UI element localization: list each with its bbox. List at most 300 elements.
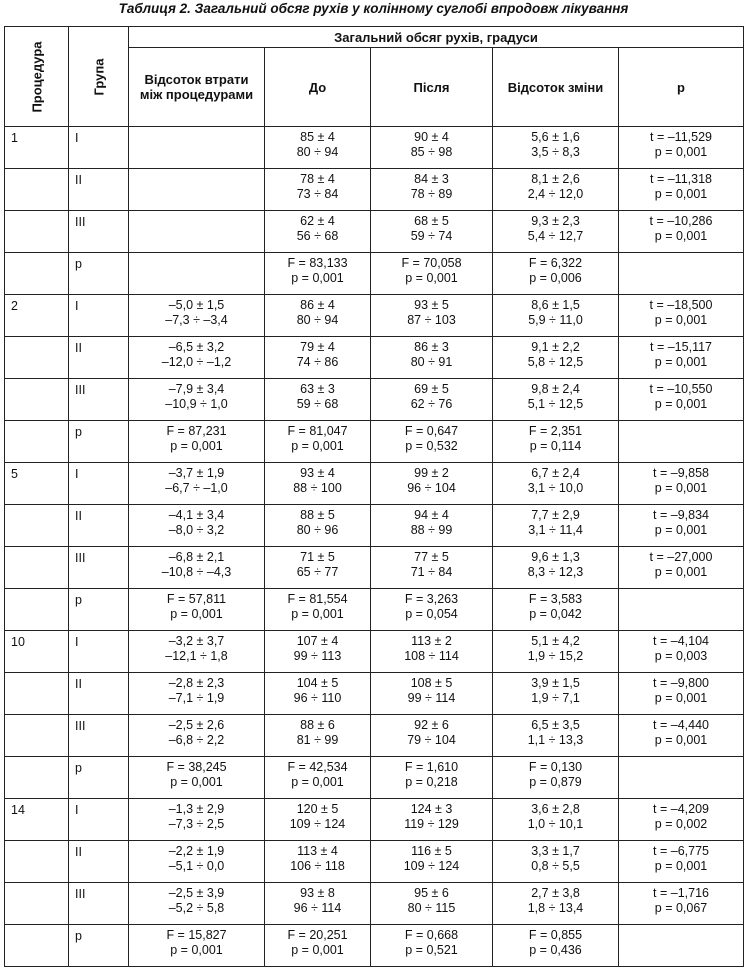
change-cell xyxy=(493,883,619,925)
p-cell xyxy=(619,757,744,799)
change-value-line: 9,8 ± 2,4 xyxy=(531,382,580,396)
loss-value-line: p = 0,001 xyxy=(170,775,223,789)
group-header-label: Група xyxy=(91,58,106,95)
after-value-line: 85 ÷ 98 xyxy=(410,145,453,159)
before-value-line: F = 20,251 xyxy=(287,928,348,942)
change-value-line: 1,8 ÷ 13,4 xyxy=(527,901,584,915)
table-row xyxy=(5,211,744,253)
p-value-line: t = –11,318 xyxy=(650,172,712,186)
change-value-line: 5,4 ÷ 12,7 xyxy=(527,229,584,243)
change-value-line: 0,8 ÷ 5,5 xyxy=(531,859,580,873)
after-cell xyxy=(371,589,493,631)
before-value-line: p = 0,001 xyxy=(291,439,344,453)
table-row xyxy=(5,799,744,841)
loss-value-line: –5,0 ± 1,5 xyxy=(168,298,225,312)
before-cell xyxy=(265,547,371,589)
p-cell xyxy=(619,421,744,463)
change-value-line: 3,5 ÷ 8,3 xyxy=(531,145,580,159)
change-value-line: F = 0,130 xyxy=(528,760,583,774)
before-cell xyxy=(265,631,371,673)
before-cell xyxy=(265,757,371,799)
group-cell: p xyxy=(69,757,129,799)
after-value-line: F = 70,058 xyxy=(401,256,462,270)
loss-cell xyxy=(129,379,265,421)
p-value-line: p = 0,001 xyxy=(654,229,708,243)
after-value-line: 108 ÷ 114 xyxy=(404,649,459,663)
p-value-line: t = –4,440 xyxy=(653,718,709,732)
procedure-header xyxy=(5,27,69,127)
after-value-line: 71 ÷ 84 xyxy=(410,565,453,579)
before-cell xyxy=(265,169,371,211)
before-value-line: 113 ± 4 xyxy=(297,844,338,858)
loss-cell xyxy=(129,799,265,841)
after-cell xyxy=(371,631,493,673)
after-value-line: 113 ± 2 xyxy=(411,634,452,648)
after-header: Після xyxy=(371,48,493,127)
group-cell: p xyxy=(69,253,129,295)
p-cell xyxy=(619,547,744,589)
after-cell xyxy=(371,127,493,169)
after-cell xyxy=(371,253,493,295)
procedure-cell: 14 xyxy=(5,799,69,841)
change-cell xyxy=(493,337,619,379)
p-cell xyxy=(619,841,744,883)
loss-cell xyxy=(129,547,265,589)
loss-value-line: F = 87,231 xyxy=(166,424,227,438)
loss-cell xyxy=(129,589,265,631)
p-cell xyxy=(619,715,744,757)
change-cell xyxy=(493,715,619,757)
before-cell xyxy=(265,421,371,463)
procedure-cell xyxy=(5,547,69,589)
after-value-line: 59 ÷ 74 xyxy=(410,229,453,243)
after-cell xyxy=(371,379,493,421)
before-value-line: 93 ± 8 xyxy=(300,886,335,900)
change-value-line: 5,9 ÷ 11,0 xyxy=(528,313,583,327)
after-value-line: 77 ± 5 xyxy=(414,550,449,564)
before-value-line: 65 ÷ 77 xyxy=(296,565,339,579)
change-cell xyxy=(493,253,619,295)
before-value-line: p = 0,001 xyxy=(291,271,344,285)
after-cell xyxy=(371,925,493,967)
loss-cell xyxy=(129,295,265,337)
after-value-line: 87 ÷ 103 xyxy=(407,313,456,327)
loss-value-line: F = 38,245 xyxy=(166,760,227,774)
loss-cell xyxy=(129,211,265,253)
before-value-line: F = 83,133 xyxy=(287,256,348,270)
procedure-cell xyxy=(5,589,69,631)
p-cell xyxy=(619,589,744,631)
before-cell xyxy=(265,127,371,169)
change-cell xyxy=(493,211,619,253)
before-cell xyxy=(265,253,371,295)
p-value-line: p = 0,067 xyxy=(654,901,708,915)
procedure-cell xyxy=(5,841,69,883)
table-row xyxy=(5,295,744,337)
after-cell xyxy=(371,883,493,925)
change-cell xyxy=(493,841,619,883)
change-value-line: 5,1 ± 4,2 xyxy=(531,634,580,648)
before-value-line: 107 ± 4 xyxy=(296,634,339,648)
change-cell xyxy=(493,295,619,337)
before-value-line: 80 ÷ 94 xyxy=(296,145,339,159)
before-value-line: 73 ÷ 84 xyxy=(296,187,339,201)
p-value-line: t = –1,716 xyxy=(653,886,709,900)
after-cell xyxy=(371,295,493,337)
before-value-line: F = 81,554 xyxy=(287,592,348,606)
group-cell: I xyxy=(69,463,129,505)
p-cell xyxy=(619,505,744,547)
p-value-line: p = 0,001 xyxy=(654,145,708,159)
procedure-cell xyxy=(5,883,69,925)
change-value-line: 9,1 ± 2,2 xyxy=(531,340,580,354)
before-value-line: 120 ± 5 xyxy=(296,802,339,816)
loss-value-line: –12,1 ÷ 1,8 xyxy=(165,649,228,663)
p-value-line: t = –4,104 xyxy=(653,634,709,648)
before-value-line: 80 ÷ 94 xyxy=(296,313,339,327)
group-cell: I xyxy=(69,631,129,673)
after-value-line: 124 ± 3 xyxy=(410,802,453,816)
loss-value-line: F = 15,827 xyxy=(166,928,227,942)
change-value-line: p = 0,436 xyxy=(529,943,582,957)
after-value-line: p = 0,054 xyxy=(405,607,458,621)
loss-value-line: F = 57,811 xyxy=(166,592,227,606)
after-value-line: 68 ± 5 xyxy=(414,214,449,228)
p-value-line: p = 0,001 xyxy=(654,565,708,579)
group-cell: II xyxy=(69,673,129,715)
change-cell xyxy=(493,169,619,211)
procedure-cell xyxy=(5,337,69,379)
loss-cell xyxy=(129,127,265,169)
before-value-line: 88 ± 6 xyxy=(300,718,335,732)
after-value-line: 62 ÷ 76 xyxy=(410,397,453,411)
change-cell xyxy=(493,673,619,715)
p-value-line: t = –9,800 xyxy=(653,676,709,690)
before-value-line: 96 ÷ 114 xyxy=(293,901,342,915)
change-value-line: 2,4 ÷ 12,0 xyxy=(527,187,584,201)
group-cell: II xyxy=(69,169,129,211)
loss-value-line: –1,3 ± 2,9 xyxy=(168,802,225,816)
after-value-line: 80 ÷ 91 xyxy=(410,355,453,369)
after-value-line: 80 ÷ 115 xyxy=(407,901,456,915)
loss-cell xyxy=(129,631,265,673)
change-value-line: 3,1 ÷ 10,0 xyxy=(527,481,584,495)
group-header xyxy=(69,27,129,127)
loss-cell xyxy=(129,673,265,715)
after-value-line: F = 0,668 xyxy=(404,928,459,942)
before-value-line: 74 ÷ 86 xyxy=(296,355,339,369)
p-value-line: t = –6,775 xyxy=(653,844,709,858)
p-cell xyxy=(619,631,744,673)
after-cell xyxy=(371,757,493,799)
after-value-line: 99 ± 2 xyxy=(414,466,449,480)
loss-value-line: –2,5 ± 2,6 xyxy=(168,718,225,732)
before-value-line: p = 0,001 xyxy=(291,607,344,621)
p-value-line: t = –27,000 xyxy=(649,550,713,564)
change-cell xyxy=(493,463,619,505)
after-value-line: p = 0,532 xyxy=(405,439,458,453)
before-cell xyxy=(265,505,371,547)
before-cell xyxy=(265,799,371,841)
procedure-cell xyxy=(5,715,69,757)
group-cell: III xyxy=(69,379,129,421)
p-value-line: p = 0,001 xyxy=(654,187,708,201)
p-cell xyxy=(619,253,744,295)
loss-value-line: –2,2 ± 1,9 xyxy=(168,844,225,858)
change-value-line: 1,0 ÷ 10,1 xyxy=(527,817,584,831)
p-cell xyxy=(619,799,744,841)
loss-value-line: –5,2 ÷ 5,8 xyxy=(168,901,225,915)
after-cell xyxy=(371,799,493,841)
motion-range-table xyxy=(4,26,744,967)
loss-value-line: –2,8 ± 2,3 xyxy=(168,676,225,690)
before-cell xyxy=(265,337,371,379)
before-value-line: 80 ÷ 96 xyxy=(296,523,339,537)
p-cell xyxy=(619,295,744,337)
p-cell xyxy=(619,337,744,379)
loss-value-line: –10,9 ÷ 1,0 xyxy=(165,397,228,411)
before-value-line: 99 ÷ 113 xyxy=(293,649,342,663)
loss-value-line: –7,3 ÷ –3,4 xyxy=(165,313,228,327)
table-row xyxy=(5,631,744,673)
loss-cell xyxy=(129,841,265,883)
change-value-line: 5,8 ÷ 12,5 xyxy=(527,355,584,369)
procedure-cell: 5 xyxy=(5,463,69,505)
after-cell xyxy=(371,841,493,883)
loss-value-line: –5,1 ÷ 0,0 xyxy=(168,859,225,873)
loss-value-line: –12,0 ÷ –1,2 xyxy=(161,355,232,369)
p-cell xyxy=(619,169,744,211)
p-value-line: p = 0,001 xyxy=(654,691,708,705)
after-value-line: 108 ± 5 xyxy=(410,676,453,690)
p-value-line: t = –4,209 xyxy=(653,802,709,816)
p-cell xyxy=(619,211,744,253)
group-cell: I xyxy=(69,127,129,169)
table-row xyxy=(5,379,744,421)
p-value-line: t = –9,834 xyxy=(653,508,709,522)
table-row xyxy=(5,715,744,757)
change-value-line: p = 0,879 xyxy=(529,775,582,789)
before-value-line: 86 ± 4 xyxy=(300,298,335,312)
procedure-cell xyxy=(5,211,69,253)
change-value-line: 1,9 ÷ 15,2 xyxy=(527,649,584,663)
procedure-cell xyxy=(5,757,69,799)
change-value-line: 3,6 ± 2,8 xyxy=(531,802,580,816)
loss-value-line: –8,0 ÷ 3,2 xyxy=(168,523,225,537)
loss-value-line: –7,3 ÷ 2,5 xyxy=(168,817,225,831)
change-cell xyxy=(493,505,619,547)
loss-value-line: –6,8 ± 2,1 xyxy=(168,550,225,564)
procedure-cell: 2 xyxy=(5,295,69,337)
after-value-line: 116 ± 5 xyxy=(411,844,452,858)
loss-value-line: p = 0,001 xyxy=(170,607,223,621)
procedure-cell xyxy=(5,379,69,421)
after-value-line: 69 ± 5 xyxy=(414,382,449,396)
after-value-line: F = 3,263 xyxy=(404,592,459,606)
before-value-line: 59 ÷ 68 xyxy=(296,397,339,411)
p-value-line: t = –10,286 xyxy=(649,214,713,228)
after-cell xyxy=(371,547,493,589)
before-value-line: 106 ÷ 118 xyxy=(290,859,345,873)
p-value-line: t = –10,550 xyxy=(649,382,713,396)
procedure-cell: 1 xyxy=(5,127,69,169)
change-value-line: 8,1 ± 2,6 xyxy=(531,172,580,186)
table-row xyxy=(5,253,744,295)
after-value-line: 94 ± 4 xyxy=(414,508,449,522)
after-value-line: 84 ± 3 xyxy=(414,172,449,186)
loss-cell xyxy=(129,169,265,211)
table-row xyxy=(5,169,744,211)
table-row xyxy=(5,127,744,169)
group-cell: p xyxy=(69,925,129,967)
range-span-header: Загальний обсяг рухів, градуси xyxy=(129,27,744,48)
before-header: До xyxy=(265,48,371,127)
change-value-line: 9,6 ± 1,3 xyxy=(531,550,580,564)
change-value-line: 6,5 ± 3,5 xyxy=(531,718,580,732)
change-cell xyxy=(493,379,619,421)
after-cell xyxy=(371,463,493,505)
loss-value-line: –7,1 ÷ 1,9 xyxy=(168,691,225,705)
after-value-line: 88 ÷ 99 xyxy=(410,523,453,537)
loss-cell xyxy=(129,883,265,925)
change-value-line: F = 3,583 xyxy=(528,592,583,606)
before-cell xyxy=(265,841,371,883)
p-value-line: p = 0,001 xyxy=(654,859,708,873)
change-value-line: 2,7 ± 3,8 xyxy=(531,886,580,900)
before-cell xyxy=(265,463,371,505)
group-cell: p xyxy=(69,421,129,463)
table-row xyxy=(5,463,744,505)
before-value-line: 93 ± 4 xyxy=(300,466,335,480)
p-value-line: t = –18,500 xyxy=(649,298,713,312)
p-cell xyxy=(619,883,744,925)
change-cell xyxy=(493,799,619,841)
procedure-cell xyxy=(5,925,69,967)
procedure-cell xyxy=(5,421,69,463)
after-value-line: 90 ± 4 xyxy=(414,130,449,144)
table-row xyxy=(5,421,744,463)
loss-value-line: p = 0,001 xyxy=(170,439,223,453)
group-cell: III xyxy=(69,211,129,253)
before-cell xyxy=(265,211,371,253)
loss-value-line: p = 0,001 xyxy=(170,943,223,957)
loss-pct-header: Відсоток втрати між процедурами xyxy=(129,48,265,127)
before-value-line: 56 ÷ 68 xyxy=(296,229,339,243)
loss-cell xyxy=(129,337,265,379)
group-cell: II xyxy=(69,337,129,379)
p-value-line: p = 0,001 xyxy=(654,355,708,369)
procedure-cell xyxy=(5,673,69,715)
table-row xyxy=(5,925,744,967)
before-value-line: 109 ÷ 124 xyxy=(289,817,346,831)
before-cell xyxy=(265,295,371,337)
loss-value-line: –3,2 ± 3,7 xyxy=(168,634,225,648)
change-value-line: p = 0,042 xyxy=(529,607,582,621)
loss-cell xyxy=(129,253,265,295)
change-cell xyxy=(493,925,619,967)
change-value-line: F = 0,855 xyxy=(528,928,583,942)
change-cell xyxy=(493,631,619,673)
loss-cell xyxy=(129,757,265,799)
before-cell xyxy=(265,925,371,967)
before-cell xyxy=(265,589,371,631)
p-value-line: t = –15,117 xyxy=(650,340,712,354)
p-value-line: t = –11,529 xyxy=(650,130,712,144)
group-cell: I xyxy=(69,295,129,337)
change-cell xyxy=(493,589,619,631)
loss-value-line: –4,1 ± 3,4 xyxy=(168,508,225,522)
before-cell xyxy=(265,379,371,421)
after-value-line: 109 ÷ 124 xyxy=(403,859,460,873)
before-value-line: F = 81,047 xyxy=(287,424,348,438)
p-cell xyxy=(619,925,744,967)
p-value-line: t = –9,858 xyxy=(653,466,709,480)
after-value-line: 79 ÷ 104 xyxy=(407,733,456,747)
change-value-line: 6,7 ± 2,4 xyxy=(531,466,580,480)
p-cell xyxy=(619,463,744,505)
change-value-line: 3,9 ± 1,5 xyxy=(531,676,580,690)
change-value-line: 3,1 ÷ 11,4 xyxy=(528,523,583,537)
p-value-line: p = 0,003 xyxy=(654,649,708,663)
p-value-line: p = 0,001 xyxy=(654,313,708,327)
p-value-line: p = 0,002 xyxy=(654,817,708,831)
procedure-header-label: Процедура xyxy=(29,40,44,113)
before-value-line: 88 ÷ 100 xyxy=(293,481,342,495)
p-value-line: p = 0,001 xyxy=(654,397,708,411)
after-value-line: F = 0,647 xyxy=(404,424,459,438)
loss-value-line: –7,9 ± 3,4 xyxy=(168,382,225,396)
before-value-line: F = 42,534 xyxy=(287,760,348,774)
table-row xyxy=(5,757,744,799)
change-cell xyxy=(493,127,619,169)
loss-value-line: –6,5 ± 3,2 xyxy=(168,340,225,354)
procedure-cell xyxy=(5,505,69,547)
group-cell: III xyxy=(69,547,129,589)
after-value-line: p = 0,001 xyxy=(405,271,458,285)
table-row xyxy=(5,589,744,631)
change-pct-header: Відсоток зміни xyxy=(493,48,619,127)
before-cell xyxy=(265,715,371,757)
before-value-line: 85 ± 4 xyxy=(300,130,335,144)
table-row xyxy=(5,841,744,883)
loss-cell xyxy=(129,421,265,463)
before-value-line: p = 0,001 xyxy=(291,775,344,789)
table-caption: Таблиця 2. Загальний обсяг рухів у колінному суглобі впродовж лікування xyxy=(118,1,629,16)
table-row xyxy=(5,883,744,925)
change-value-line: 1,1 ÷ 13,3 xyxy=(527,733,584,747)
loss-cell xyxy=(129,715,265,757)
change-value-line: 5,6 ± 1,6 xyxy=(531,130,580,144)
after-value-line: p = 0,218 xyxy=(405,775,458,789)
after-cell xyxy=(371,211,493,253)
after-value-line: 119 ÷ 129 xyxy=(404,817,459,831)
p-value-line: p = 0,001 xyxy=(654,733,708,747)
group-cell: II xyxy=(69,505,129,547)
before-cell xyxy=(265,673,371,715)
table-row xyxy=(5,673,744,715)
p-cell xyxy=(619,673,744,715)
after-value-line: 96 ÷ 104 xyxy=(407,481,456,495)
p-value-line: p = 0,001 xyxy=(654,523,708,537)
before-value-line: 63 ± 3 xyxy=(300,382,335,396)
after-value-line: 99 ÷ 114 xyxy=(407,691,456,705)
p-header: p xyxy=(619,48,744,127)
group-cell: III xyxy=(69,883,129,925)
loss-cell xyxy=(129,925,265,967)
change-value-line: 8,3 ÷ 12,3 xyxy=(527,565,584,579)
group-cell: p xyxy=(69,589,129,631)
before-value-line: 78 ± 4 xyxy=(300,172,335,186)
